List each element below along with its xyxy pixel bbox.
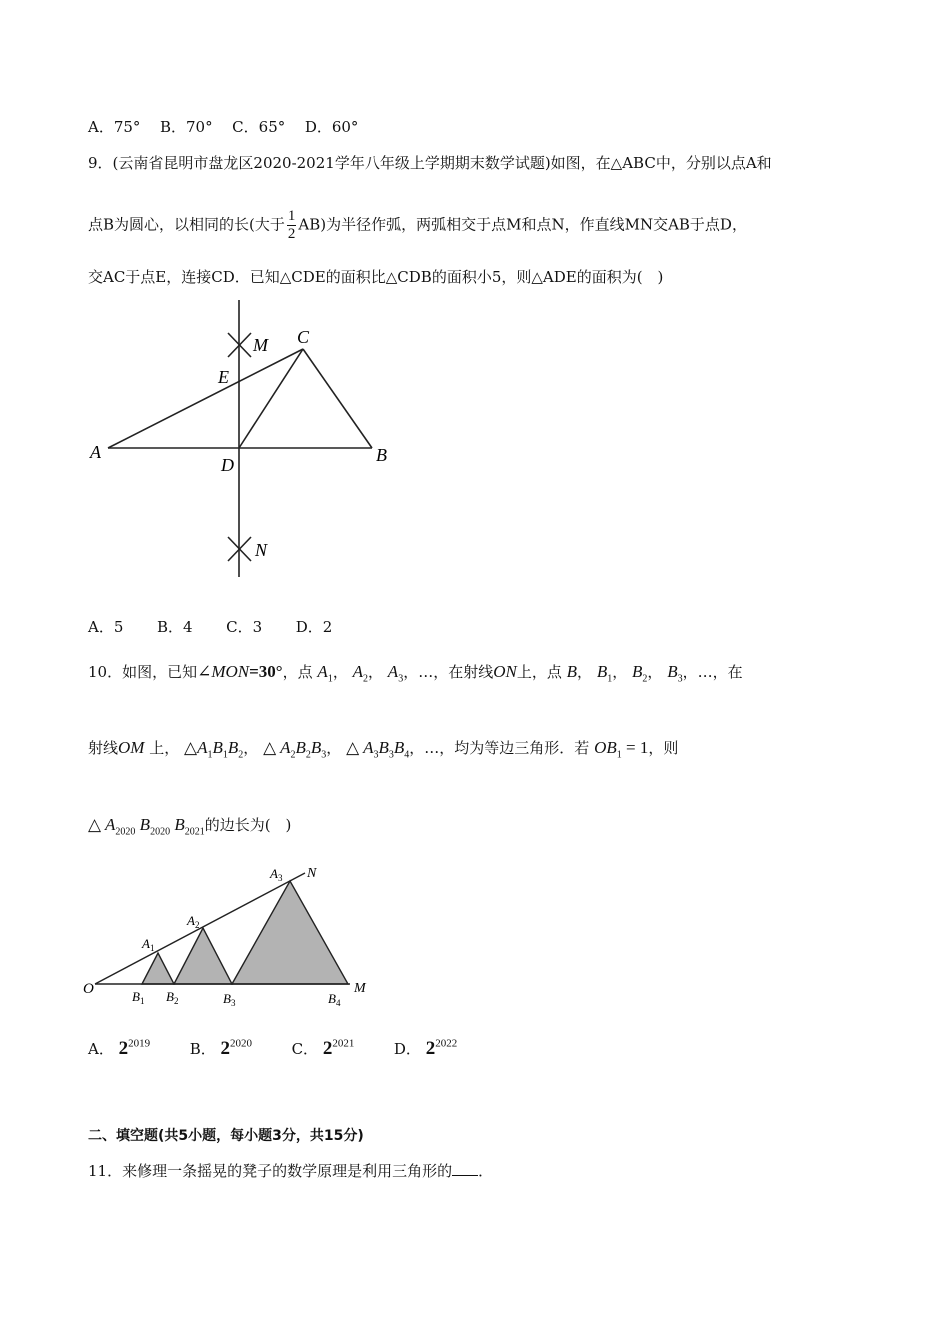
segment-ac xyxy=(108,349,303,448)
one-half-fraction: $\frac{1}{2}$ xyxy=(287,208,296,242)
label-c: C xyxy=(297,327,310,347)
q10-line-1: 10．如图，已知∠MON=30°，点 $A_1$， $A_2$， $A_3$，…，在射线ON上，点 B， $B_1$， $B_2$， $B_3$，…，在 xyxy=(88,662,743,685)
fig-label-b3: $B_3$ xyxy=(223,991,236,1008)
q10-triangles-figure xyxy=(82,860,382,1010)
fig-label-b1: $B_1$ xyxy=(132,989,145,1006)
triangle-a2020b2020b2021: △ $A_{2020}$ $B_{2020}$ $B_{2021}$ xyxy=(88,815,205,838)
q8-option-c: C．65° xyxy=(232,118,286,136)
angle-mon: ∠MON xyxy=(197,662,250,681)
angle-value: =30° xyxy=(249,662,283,681)
point-a2: $A_2$ xyxy=(352,662,368,685)
q10-option-c: C． $2^{2021}$ xyxy=(291,1038,355,1060)
q9-option-d: D．2 xyxy=(295,618,333,636)
ray-on: ON xyxy=(493,662,517,681)
triangle-3 xyxy=(232,881,348,984)
label-n: N xyxy=(255,540,268,560)
q10-line-2: 射线OM 上， $\triangle A_1B_1B_2$， △ $A_2B_2B_3$， △ $A_3B_3B_4$，…，均为等边三角形．若 $OB_1 = 1$，则 xyxy=(88,738,679,761)
triangle-1 xyxy=(142,953,174,984)
triangle-a1b1b2: $\triangle A_1B_1B_2$ xyxy=(184,738,244,761)
segment-cb xyxy=(303,349,372,448)
point-b1: $B_1$ xyxy=(596,662,613,685)
segment-cd xyxy=(239,349,303,448)
fig-label-b2: $B_2$ xyxy=(166,989,179,1006)
q9-line-2: 点B为圆心，以相同的长(大于 $\frac{1}{2}$ AB)为半径作弧，两弧相交于点M和点N，作直线MN交AB于点D， xyxy=(88,208,747,242)
point-b2: $B_2$ xyxy=(632,662,648,685)
fig-label-a2: $A_2$ xyxy=(187,913,200,930)
fig-label-m: M xyxy=(354,981,366,996)
triangle-2 xyxy=(174,928,232,984)
triangle-a3b3b4: △ $A_3B_3B_4$ xyxy=(346,738,410,761)
q8-option-d: D．60° xyxy=(304,118,359,136)
q11-answer-blank[interactable] xyxy=(452,1161,478,1176)
ob1-equation: $OB_1 = 1$ xyxy=(594,738,649,761)
label-d: D xyxy=(221,455,234,475)
section-2-title: 二、填空题(共5小题，每小题3分，共15分) xyxy=(88,1128,364,1144)
fig-label-n: N xyxy=(307,866,317,881)
q10-line-3: △ $A_{2020}$ $B_{2020}$ $B_{2021}$的边长为( ) xyxy=(88,815,292,838)
triangle-a2b2b3: △ $A_2B_2B_3$ xyxy=(263,738,327,761)
q9-option-a: A．5 xyxy=(88,618,124,636)
fig-label-b4: $B_4$ xyxy=(328,991,341,1008)
fig-label-a1: $A_1$ xyxy=(142,936,155,953)
q9-line-1: 9．(云南省昆明市盘龙区2020-2021学年八年级上学期期末数学试题)如图，在△ABC中，分别以点A和 xyxy=(88,154,772,172)
q9-option-c: C．3 xyxy=(226,618,263,636)
point-b: B xyxy=(566,662,578,681)
label-e: E xyxy=(218,367,229,387)
q10-options xyxy=(88,1030,457,1058)
fig-label-o: O xyxy=(83,981,94,997)
fig-label-a3: $A_3$ xyxy=(270,866,283,883)
point-b3: $B_3$ xyxy=(667,662,683,685)
q10-option-b: B． $2^{2020}$ xyxy=(189,1038,252,1060)
q9-options xyxy=(88,617,332,637)
q8-options xyxy=(88,117,358,137)
q8-option-a: A．75° xyxy=(88,118,141,136)
q10-option-a: A． $2^{2019}$ xyxy=(88,1038,151,1060)
label-m: M xyxy=(253,335,268,355)
point-a3: $A_3$ xyxy=(387,662,404,685)
q9-option-b: B．4 xyxy=(156,618,193,636)
q9-triangle-figure xyxy=(85,297,405,582)
q10-option-d: D． $2^{2022}$ xyxy=(393,1038,458,1060)
point-a1: $A_1$ xyxy=(317,662,333,685)
q11-line: 11．来修理一条摇晃的凳子的数学原理是利用三角形的 ． xyxy=(88,1162,494,1180)
label-a: A xyxy=(90,442,101,462)
ray-om: OM xyxy=(118,738,145,757)
label-b: B xyxy=(376,445,387,465)
q8-option-b: B．70° xyxy=(159,118,213,136)
q9-line-3: 交AC于点E，连接CD．已知△CDE的面积比△CDB的面积小5，则△ADE的面积为( ) xyxy=(88,268,664,286)
